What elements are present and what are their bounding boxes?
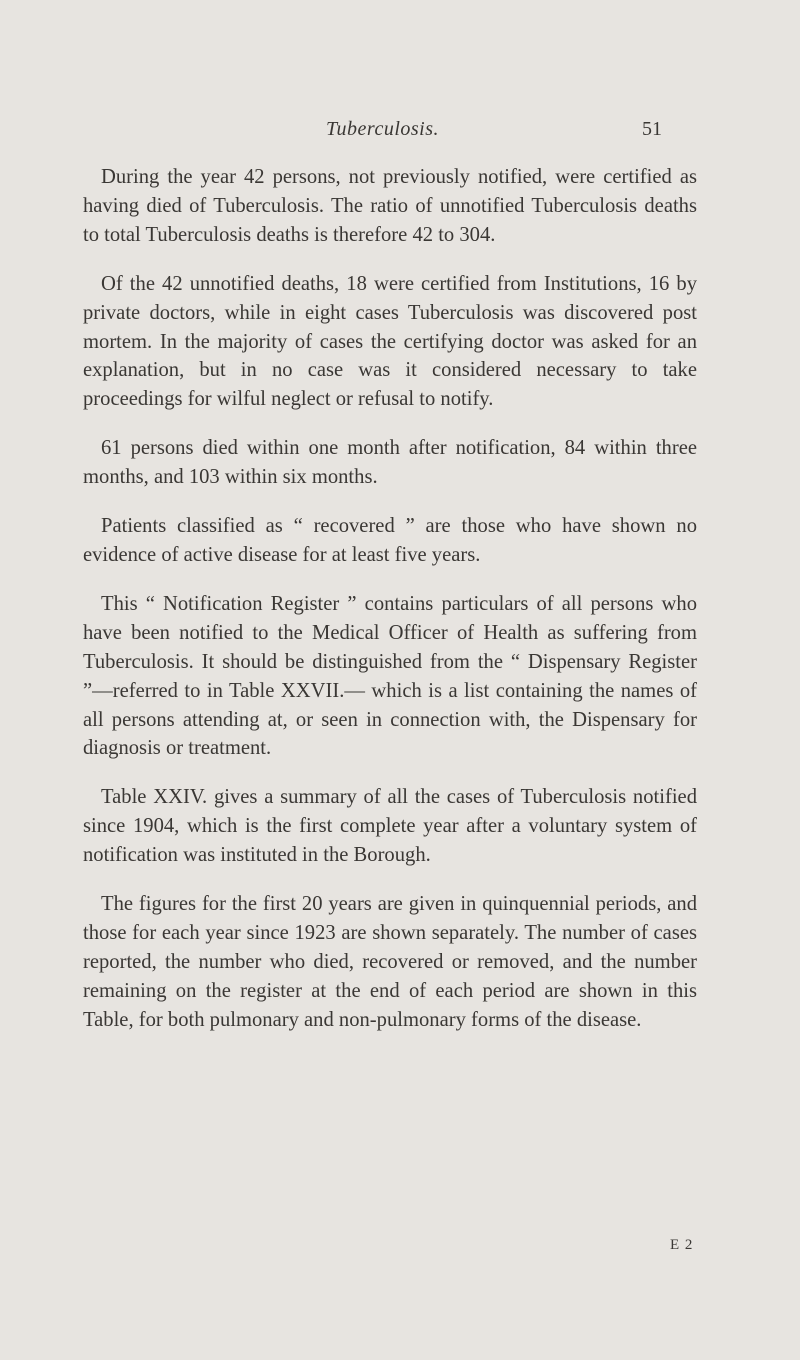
- paragraph-notification-register: This “ Notification Register ” contains particulars of all persons who have been notified to the Medical Officer of Health as suffering from Tuberculosis. It should be distinguished from the “ Dispensary Register ”—referred to in Table XXVII.— which is a list containing the names of all persons attending at, or seen in connection with, the Dispensary for diagnosis or treatment.: [83, 592, 697, 760]
- paragraph-table-summary: Table XXIV. gives a summary of all the cases of Tuberculosis notified since 1904, which is the first complete year after a voluntary system of notification was instituted in the Borough.: [83, 786, 697, 867]
- paragraph-quinquennial-figures: The figures for the first 20 years are given in quinquennial periods, and those for each year since 1923 are shown separately. The number of cases reported, the number who died, recovered or removed, and the number remaining on the register at the end of each period are shown in this Table, for both pulmonary and non-pulmonary forms of the disease.: [83, 893, 697, 1031]
- paragraph-unnotified-deaths: During the year 42 persons, not previously notified, were certified as having died of Tuberculosis. The ratio of unnotified Tuberculosis deaths to total Tuberculosis deaths is therefore 42 to 304.: [83, 166, 697, 246]
- paragraph-certification-sources: Of the 42 unnotified deaths, 18 were certified from Institutions, 16 by private doctors, while in eight cases Tuberculosis was discovered post mortem. In the majority of cases the certifying doctor was asked for an explanation, but in no case was it considered necessary to take proceedings for wilful neglect or refusal to notify.: [83, 272, 697, 411]
- paragraph-recovered-definition: Patients classified as “ recovered ” are those who have shown no evidence of active disease for at least five years.: [83, 515, 697, 566]
- running-title: Tuberculosis.: [326, 118, 439, 140]
- page-number: 51: [642, 118, 662, 140]
- paragraph-deaths-after-notification: 61 persons died within one month after notification, 84 within three months, and 103 within six months.: [83, 437, 697, 489]
- signature-mark: E 2: [670, 1237, 694, 1253]
- body-text: [83, 163, 697, 1055]
- running-head: [0, 118, 800, 148]
